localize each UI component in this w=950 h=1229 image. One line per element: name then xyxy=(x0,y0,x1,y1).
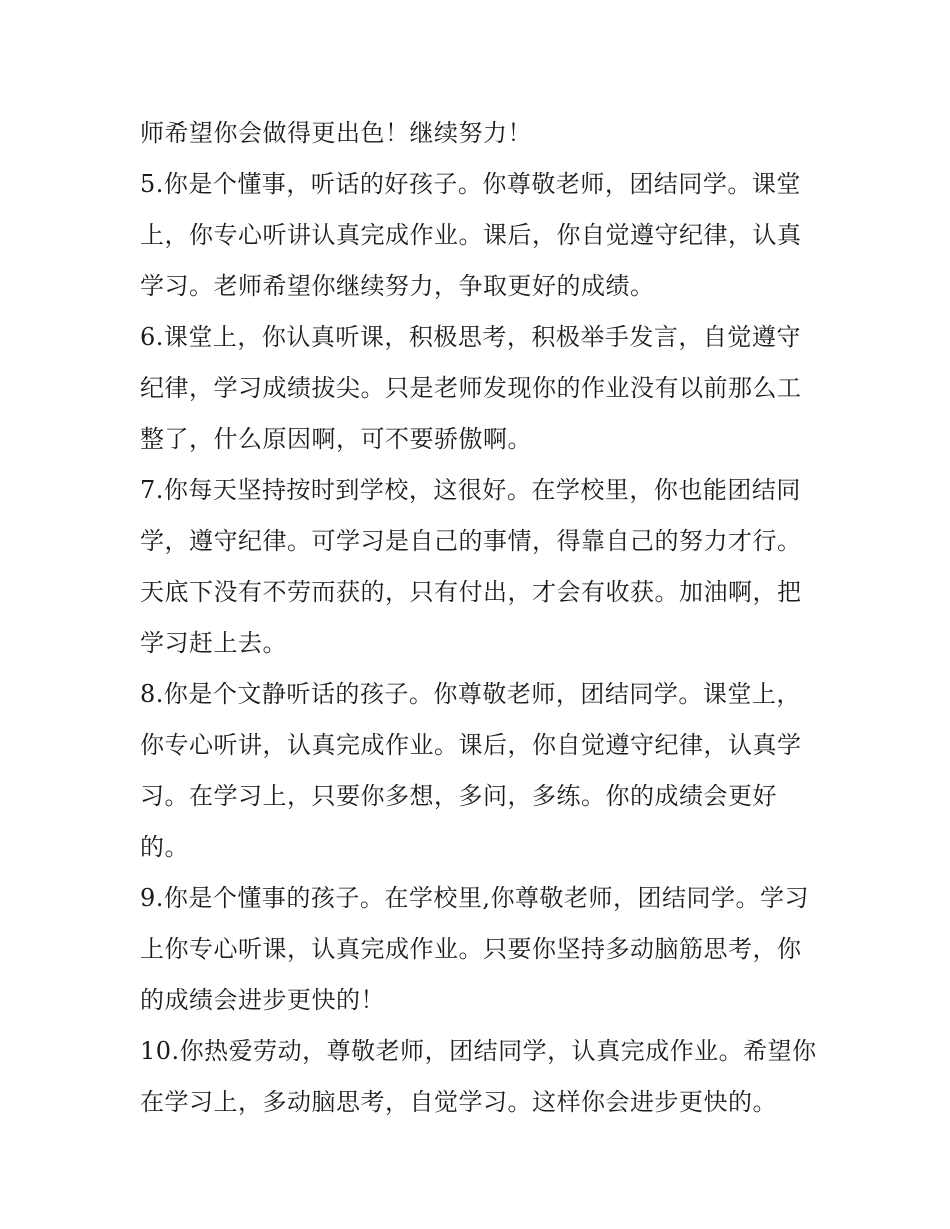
paragraph-comment-7: 7.你每天坚持按时到学校，这很好。在学校里，你也能团结同学，遵守纪律。可学习是自己的事情，得靠自己的努力才行。天底下没有不劳而获的，只有付出，才会有收获。加油啊，把学习赶上去。 xyxy=(140,476,802,657)
paragraph-continuation: 师希望你会做得更出色！继续努力！ xyxy=(140,119,532,147)
paragraph-comment-5: 5.你是个懂事，听话的好孩子。你尊敬老师，团结同学。课堂上，你专心听讲认真完成作业。课后，你自觉遵守纪律，认真学习。老师希望你继续努力，争取更好的成绩。 xyxy=(140,170,802,300)
paragraph-comment-6: 6.课堂上，你认真听课，积极思考，积极举手发言，自觉遵守纪律，学习成绩拔尖。只是老师发现你的作业没有以前那么工整了，什么原因啊，可不要骄傲啊。 xyxy=(140,323,802,453)
paragraph-comment-8: 8.你是个文静听话的孩子。你尊敬老师，团结同学。课堂上，你专心听讲，认真完成作业。课后，你自觉遵守纪律，认真学习。在学习上，只要你多想，多问，多练。你的成绩会更好的。 xyxy=(140,680,802,861)
document-body xyxy=(140,108,820,1128)
paragraph-comment-9: 9.你是个懂事的孩子。在学校里,你尊敬老师，团结同学。学习上你专心听课，认真完成作业。只要你坚持多动脑筋思考，你的成绩会进步更快的！ xyxy=(140,884,810,1014)
paragraph-comment-10: 10.你热爱劳动，尊敬老师，团结同学，认真完成作业。希望你在学习上，多动脑思考，自觉学习。这样你会进步更快的。 xyxy=(140,1037,817,1116)
